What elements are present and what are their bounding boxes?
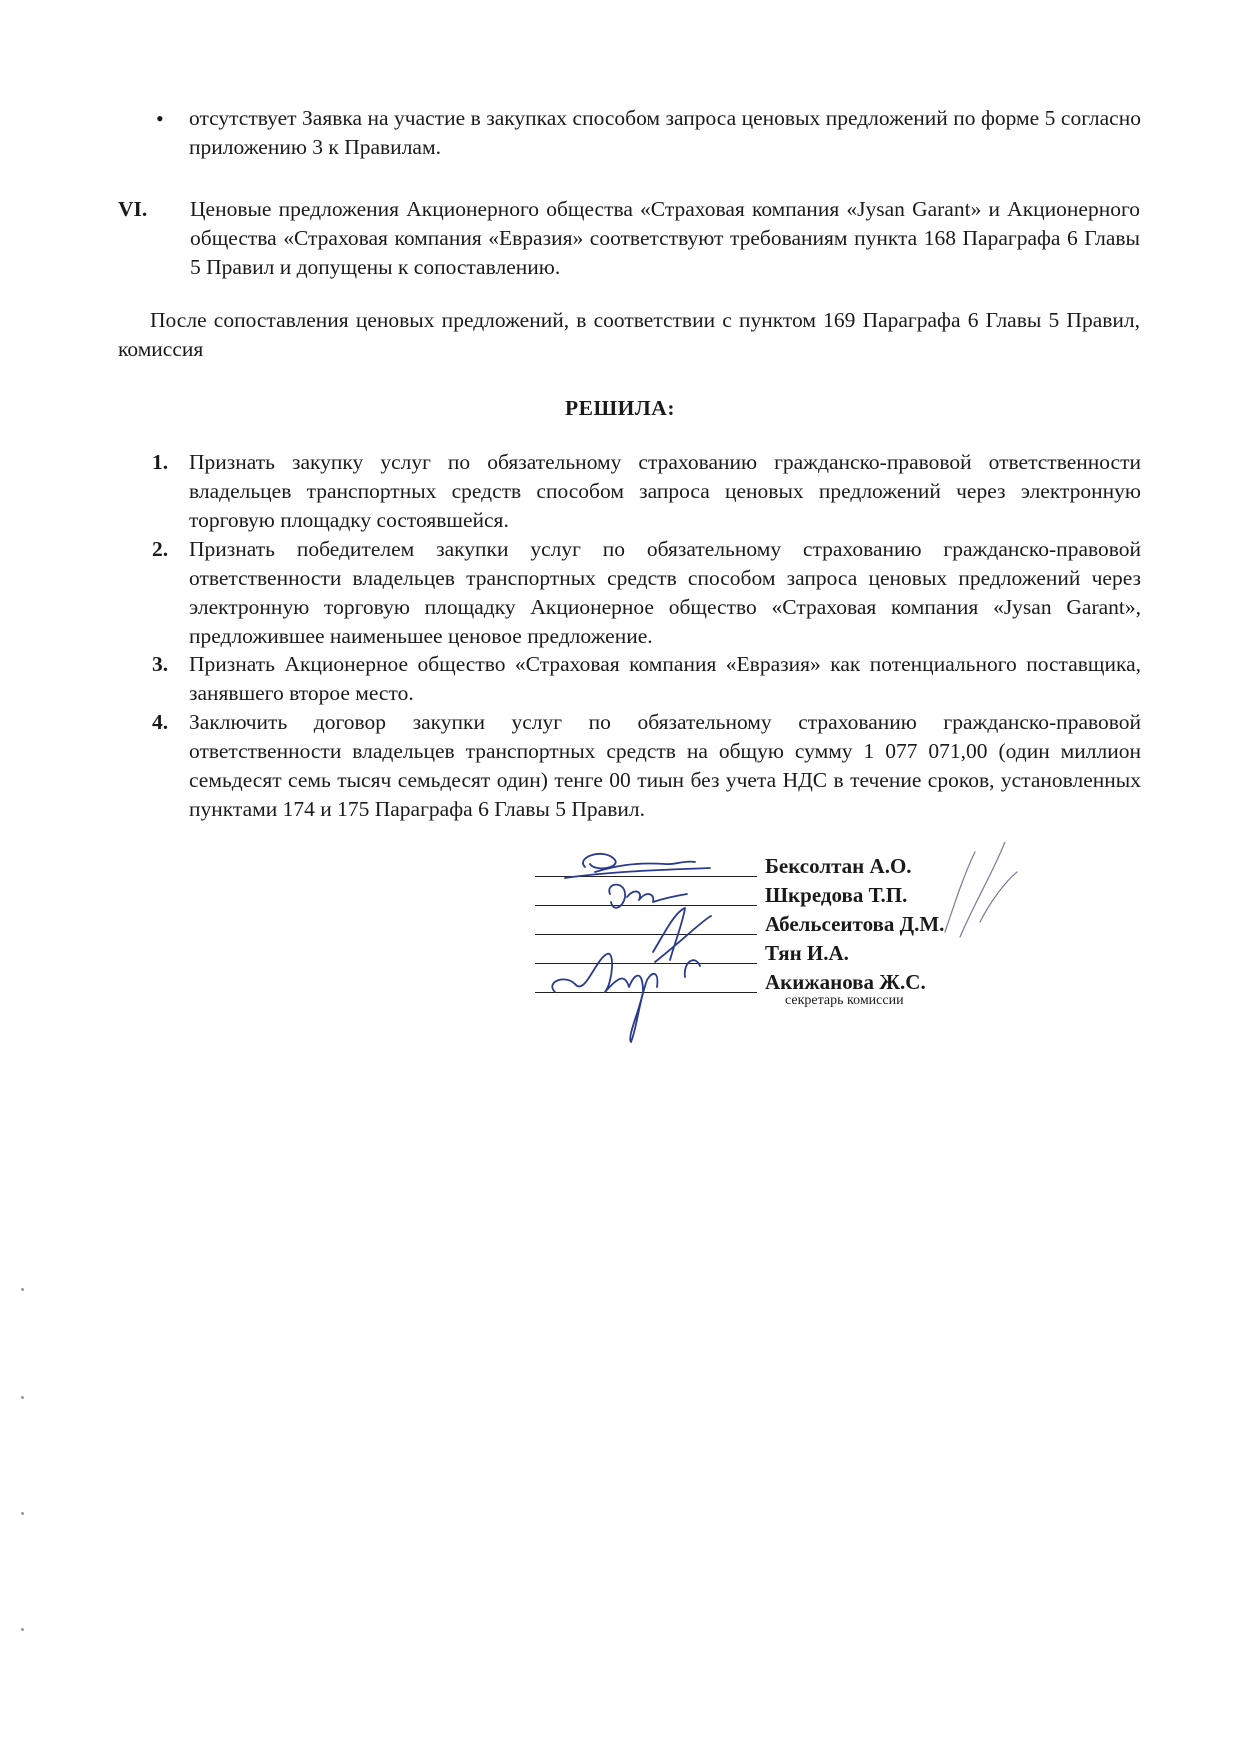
signature-block	[535, 852, 1055, 1012]
section-number: VI.	[118, 197, 148, 221]
scan-mark	[21, 1512, 24, 1515]
decision-number: 2.	[152, 537, 169, 561]
decision-text: Признать закупку услуг по обязательному страхованию гражданско-правовой ответственности владельцев транспортных средств способом запроса ценовых предложений через электронную торговую площадку состоявшейся.	[189, 450, 1141, 532]
signer-name: Акижанова Ж.С.	[765, 970, 926, 994]
signer-name: Шкредова Т.П.	[765, 883, 908, 907]
signer-name: Абельсеитова Д.М.	[765, 912, 945, 936]
signer-name: Тян И.А.	[765, 941, 849, 965]
handwritten-signatures	[535, 842, 1055, 1052]
bullet-dot: •	[156, 106, 164, 131]
scan-mark	[21, 1288, 24, 1291]
decision-number: 1.	[152, 450, 169, 474]
decision-number: 4.	[152, 710, 169, 734]
secretary-note: секретарь комиссии	[785, 993, 904, 1008]
scan-mark	[21, 1628, 24, 1631]
decision-number: 3.	[152, 652, 169, 676]
decision-text: Признать победителем закупки услуг по обязательному страхованию гражданско-правовой ответственности владельцев транспортных средств способом запроса ценовых предложений через электронную торговую площадку Акционерное общество «Страховая компания «Jysan Garant», предложившее наименьшее ценовое предложение.	[189, 537, 1141, 648]
section-text: Ценовые предложения Акционерного общества «Страховая компания «Jysan Garant» и Акционерного общества «Страховая компания «Евразия» соответствуют требованиям пункта 168 Параграфа 6 Главы 5 Правил и допущены к сопоставлению.	[190, 197, 1140, 279]
decision-text: Заключить договор закупки услуг по обязательному страхованию гражданско-правовой ответственности владельцев транспортных средств на общую сумму 1 077 071,00 (один миллион семьдесят семь тысяч семьдесят один) тенге 00 тиын без учета НДС в течение сроков, установленных пунктами 174 и 175 Параграфа 6 Главы 5 Правил.	[189, 710, 1141, 821]
scan-mark	[21, 1396, 24, 1399]
bullet-text: отсутствует Заявка на участие в закупках способом запроса ценовых предложений по форме 5 согласно приложению 3 к Правилам.	[189, 106, 1141, 159]
decision-text: Признать Акционерное общество «Страховая компания «Евразия» как потенциального поставщика, занявшего второе место.	[189, 652, 1141, 705]
intro-paragraph: После сопоставления ценовых предложений, в соответствии с пунктом 169 Параграфа 6 Главы 5 Правил, комиссия	[118, 308, 1140, 361]
decision-heading: РЕШИЛА:	[564, 396, 675, 420]
signer-name: Бексолтан А.О.	[765, 854, 912, 878]
